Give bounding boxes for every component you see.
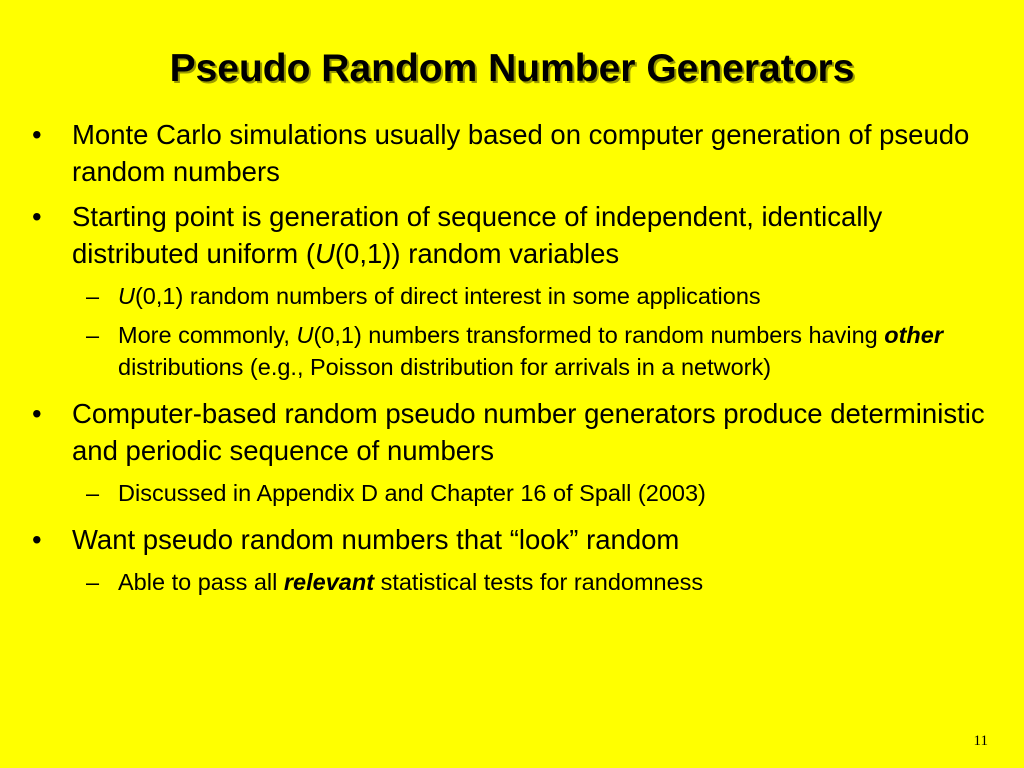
- bullet-list: [30, 116, 1010, 605]
- sub-bullet-text: Discussed in Appendix D and Chapter 16 of Spall (2003): [118, 480, 706, 506]
- bullet-text: (0,1)) random variables: [334, 238, 620, 269]
- bullet-dot-icon: •: [32, 524, 42, 555]
- bullet-dot-icon: •: [32, 119, 42, 150]
- sub-bullet-text: More commonly,: [118, 322, 297, 348]
- sub-bullet-text: (0,1) numbers transformed to random numbers having: [313, 322, 885, 348]
- sub-bullet-item: [30, 477, 1010, 509]
- dash-icon: –: [86, 480, 100, 506]
- sub-bullet-text: (0,1) random numbers of direct interest in some applications: [134, 283, 761, 309]
- emphasis-text: relevant: [283, 569, 375, 595]
- bullet-text: Monte Carlo simulations usually based on computer generation of pseudo random numbers: [72, 119, 970, 187]
- bullet-dot-icon: •: [32, 201, 42, 232]
- bullet-item: [30, 521, 1010, 558]
- dash-icon: –: [86, 322, 100, 348]
- bullet-item: [30, 116, 1010, 190]
- dash-icon: –: [86, 569, 100, 595]
- slide-title: Pseudo Random Number Generators: [169, 47, 855, 90]
- bullet-text: Computer-based random pseudo number generators produce deterministic and periodic sequence of numbers: [72, 398, 985, 466]
- sub-bullet-text: statistical tests for randomness: [374, 569, 704, 595]
- emphasis-text: other: [884, 322, 943, 348]
- math-variable: U: [315, 238, 335, 269]
- sub-bullet-text: Able to pass all: [118, 569, 284, 595]
- sub-bullet-item: [30, 566, 1010, 598]
- bullet-dot-icon: •: [32, 398, 42, 429]
- sub-bullet-text: distributions (e.g., Poisson distribution for arrivals in a network): [118, 354, 772, 380]
- bullet-text: Want pseudo random numbers that “look” random: [72, 524, 680, 555]
- dash-icon: –: [86, 283, 100, 309]
- sub-bullet-item: [30, 280, 1010, 312]
- page-number: 11: [973, 733, 988, 749]
- math-variable: U: [118, 283, 135, 309]
- bullet-text: Starting point is generation of sequence of independent, identically distributed uniform (: [72, 201, 883, 269]
- bullet-item: [30, 395, 1010, 469]
- math-variable: U: [296, 322, 314, 348]
- sub-bullet-item: [30, 319, 1010, 383]
- bullet-item: [30, 198, 1010, 272]
